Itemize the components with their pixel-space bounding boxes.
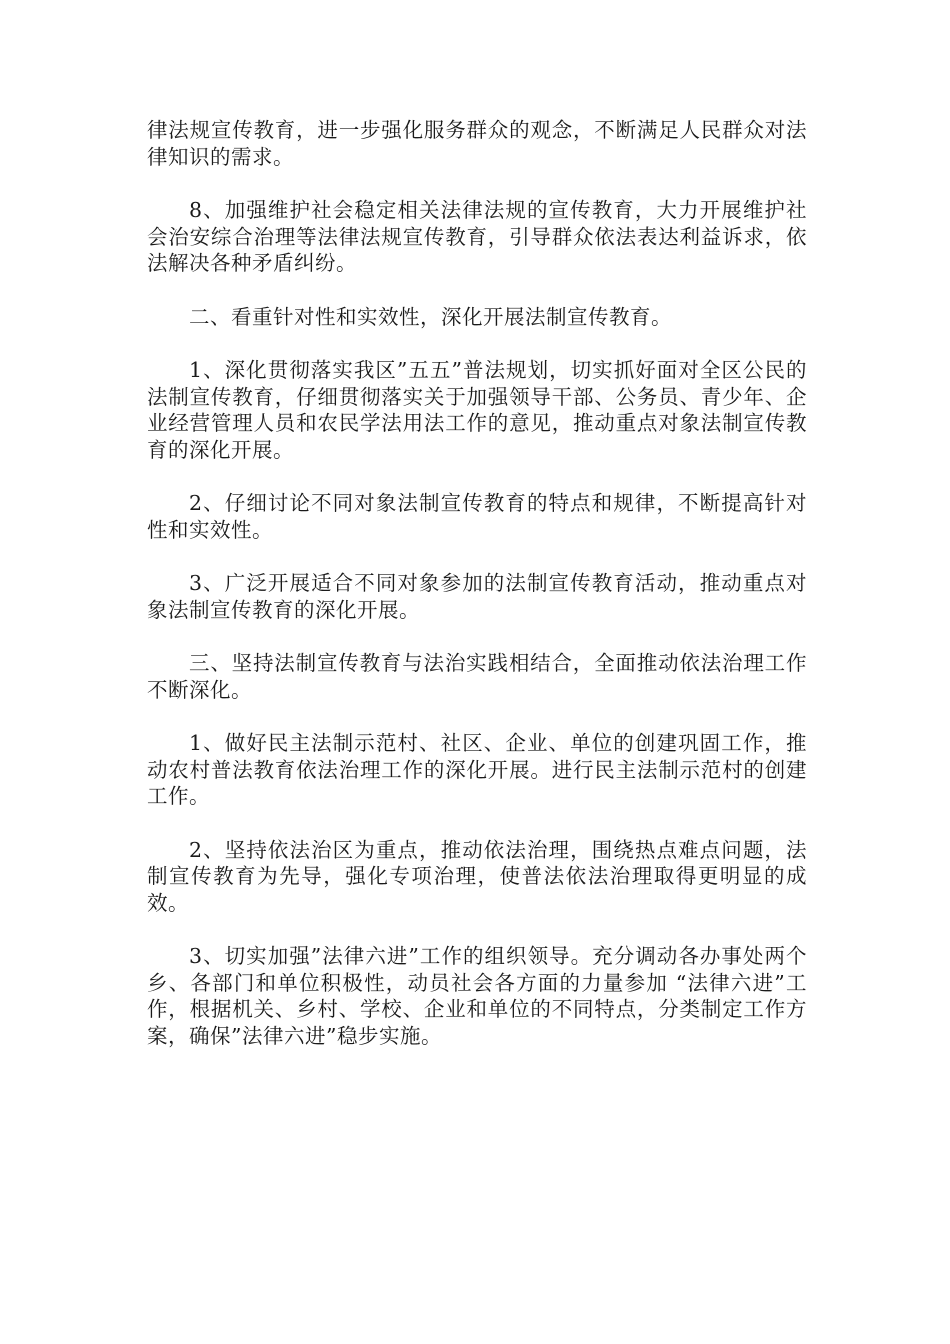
- document-body: [147, 117, 807, 1076]
- paragraph-item-3-1: 1、做好民主法制示范村、社区、企业、单位的创建巩固工作，推动农村普法教育依法治理工作的深化开展。进行民主法制示范村的创建工作。: [147, 731, 807, 808]
- paragraph-item-2-2: 2、仔细讨论不同对象法制宣传教育的特点和规律，不断提高针对性和实效性。: [147, 491, 807, 542]
- section-heading-3: 三、坚持法制宣传教育与法治实践相结合，全面推动依法治理工作不断深化。: [147, 651, 807, 702]
- paragraph-continuation: 律法规宣传教育，进一步强化服务群众的观念，不断满足人民群众对法律知识的需求。: [147, 118, 807, 169]
- paragraph-item-3-3: 3、切实加强”法律六进”工作的组织领导。充分调动各办事处两个乡、各部门和单位积极性，动员社会各方面的力量参加 “法律六进”工作，根据机关、乡村、学校、企业和单位的不同特点，分类制定工作方案，确保”法律六进”稳步实施。: [147, 944, 807, 1048]
- paragraph-item-2-1: 1、深化贯彻落实我区”五五”普法规划，切实抓好面对全区公民的法制宣传教育，仔细贯彻落实关于加强领导干部、公务员、青少年、企业经营管理人员和农民学法用法工作的意见，推动重点对象法制宣传教育的深化开展。: [147, 358, 807, 462]
- paragraph-item-8: 8、加强维护社会稳定相关法律法规的宣传教育，大力开展维护社会治安综合治理等法律法规宣传教育，引导群众依法表达利益诉求，依法解决各种矛盾纠纷。: [147, 198, 807, 275]
- paragraph-item-2-3: 3、广泛开展适合不同对象参加的法制宣传教育活动，推动重点对象法制宣传教育的深化开展。: [147, 571, 807, 622]
- paragraph-item-3-2: 2、坚持依法治区为重点，推动依法治理，围绕热点难点问题，法制宣传教育为先导，强化专项治理，使普法依法治理取得更明显的成效。: [147, 837, 807, 915]
- section-heading-2: 二、看重针对性和实效性，深化开展法制宣传教育。: [189, 304, 673, 329]
